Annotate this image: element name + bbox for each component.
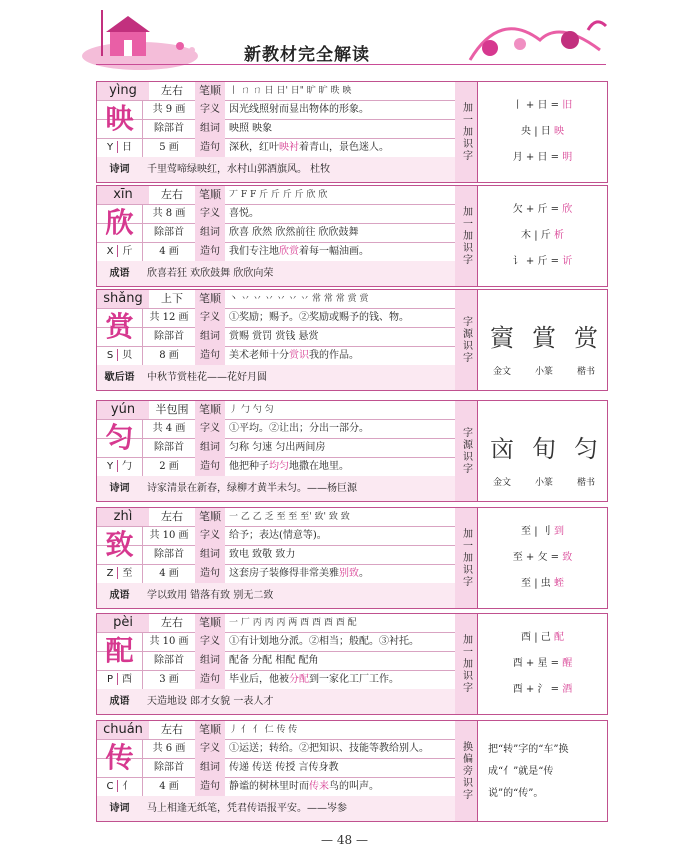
example-sentence: 深秋，红叶映衬着青山，景色迷人。 [229,142,389,153]
words: 配备 分配 相配 配角 [229,655,319,666]
component-equation: 至 + 攵 = 致 [512,552,573,563]
result-char: 致 [562,552,573,563]
footer-label: 成语 [109,268,130,279]
words-row [97,651,455,671]
footer-row [97,583,455,608]
radical-label: 除部首 [154,123,184,134]
sentence-label: 造句 [195,457,225,476]
meaning-row [97,419,455,439]
words-label: 组词 [195,119,225,138]
radical-label: 除部首 [154,762,184,773]
char-card [96,400,608,502]
side-panel [478,721,607,821]
example-sentence: 他把种子均匀地撒在地里。 [229,461,349,472]
highlighted-word: 别致 [339,568,359,579]
sentence-row [97,777,455,797]
stroke-order: 丿 勹 勺 匀 [229,405,274,415]
char-info-table [97,401,456,501]
side-method-label: 字源识字 [455,290,478,390]
script-style-label: 金文 [492,367,511,377]
pinyin: xīn [97,186,149,204]
footer-label: 成语 [109,696,130,707]
char-info-table [97,290,456,390]
header-decoration-right [450,0,610,70]
stroke-count: 共 12 画 [149,312,189,323]
structure: 左右 [161,616,183,629]
side-panel [478,508,607,608]
words: 欣喜 欣然 欣然前往 欣欣鼓舞 [229,227,359,238]
example-sentence: 美术老师十分赏识我的作品。 [229,350,359,361]
radical-index: Y 勹 [106,461,133,472]
side-method-label: 字源识字 [455,401,478,501]
stroke-order: 丨 ㄇ ㄇ 日 日' 日" 旷 旷 昳 映 [229,86,352,96]
script-evolution-char: 㐫 [490,435,514,463]
stroke-order: 丆 F F 斤 斤 斤 斤 欣 欣 [229,190,328,200]
footer-text: 马上相逢无纸笔，凭君传语报平安。——岑参 [147,803,347,814]
sentence-label: 造句 [195,670,225,689]
radical-label: 除部首 [154,549,184,560]
meaning-label: 字义 [195,100,225,119]
stroke-order: 丿 亻 亻 仁 传 传 [229,725,298,735]
script-style-label: 小篆 [534,478,553,488]
structure: 左右 [161,84,183,97]
stroke-order: 一 厂 丙 丙 丙 两 酉 酉 酉 酉 配 [229,618,357,628]
stroke-count: 共 4 画 [152,423,186,434]
words-row [97,119,455,139]
highlighted-word: 赏识 [289,350,309,361]
remaining-strokes: 2 画 [159,461,179,472]
sentence-row [97,670,455,690]
component-equation: 至 | 刂 到 [521,526,564,537]
script-style-label: 小篆 [534,367,553,377]
result-char: 蛭 [553,578,564,589]
pinyin: yìng [97,82,149,100]
structure: 上下 [161,292,183,305]
stroke-order-label: 笔顺 [195,614,225,632]
result-char: 配 [553,632,564,643]
meaning-row [97,739,455,759]
result-char: 映 [553,126,564,137]
result-char: 旧 [562,100,573,111]
words: 映照 映象 [229,123,273,134]
header-rule [96,64,606,65]
meaning-row [97,308,455,328]
component-equation: 讠 + 斤 = 䜣 [512,256,573,267]
meaning-row [97,100,455,120]
result-char: 到 [553,526,564,537]
meaning-label: 字义 [195,526,225,545]
result-char: 析 [553,230,564,241]
char-card [96,289,608,391]
words-label: 组词 [195,545,225,564]
meaning-label: 字义 [195,419,225,438]
stroke-count: 共 8 画 [152,208,186,219]
main-character: 匀 [105,421,134,454]
footer-text: 天造地设 郎才女貌 一表人才 [147,696,274,707]
words-row [97,327,455,347]
script-style-label: 楷书 [576,478,595,488]
words-label: 组词 [195,438,225,457]
pinyin: yún [97,401,149,419]
side-panel [478,614,607,714]
stroke-count: 共 10 画 [149,636,189,647]
sentence-label: 造句 [195,777,225,796]
structure: 左右 [161,723,183,736]
remaining-strokes: 3 画 [159,674,179,685]
footer-text: 中秋节赏桂花——花好月圆 [147,372,267,383]
main-character: 配 [105,634,134,667]
stroke-order-label: 笔顺 [195,401,225,419]
stroke-order-label: 笔顺 [195,721,225,739]
component-equation: 月 + 日 = 明 [512,152,573,163]
component-equation: 酉 + 氵 = 酒 [512,684,573,695]
component-equation: 酉 | 己 配 [521,632,564,643]
component-equation: 丨 + 日 = 旧 [512,100,573,111]
meaning: ①有计划地分派。②相当；般配。③衬托。 [229,636,419,647]
words: 赏赐 赏罚 赏钱 悬赏 [229,331,319,342]
remaining-strokes: 4 画 [159,246,179,257]
main-character: 映 [105,102,134,135]
example-sentence: 我们专注地欣赏着每一幅油画。 [229,246,369,257]
script-style-label: 金文 [492,478,511,488]
sentence-label: 造句 [195,242,225,261]
char-info-table [97,721,456,821]
stroke-order-label: 笔顺 [195,508,225,526]
example-sentence: 毕业后，他被分配到一家化工厂工作。 [229,674,399,685]
example-sentence: 这套房子装修得非常美雅别致。 [229,568,369,579]
sentence-label: 造句 [195,138,225,157]
char-info-table [97,186,456,286]
char-card [96,507,608,609]
radical-label: 除部首 [154,227,184,238]
script-evolution-char: 赏 [574,324,598,352]
radical-label: 除部首 [154,331,184,342]
script-evolution-char: 賞 [532,324,556,352]
meaning: 喜悦。 [229,208,259,219]
component-equation: 至 | 虫 蛭 [521,578,564,589]
stroke-row [97,82,455,101]
footer-text: 千里莺啼绿映红，水村山郭酒旗风。 杜牧 [147,164,331,175]
radical-label: 除部首 [154,442,184,453]
sentence-row [97,457,455,477]
structure: 半包围 [155,403,189,416]
remaining-strokes: 5 画 [159,142,179,153]
main-character: 致 [105,528,134,561]
highlighted-word: 分配 [289,674,309,685]
stroke-order-label: 笔顺 [195,290,225,308]
highlighted-word: 均匀 [269,461,289,472]
words-row [97,223,455,243]
side-method-label: 加一加识字 [455,82,478,182]
page-number: — 48 — [321,833,368,847]
side-panel [478,186,607,286]
footer-text: 欣喜若狂 欢欣鼓舞 欣欣向荣 [147,268,274,279]
meaning: 因光线照射而显出物体的形象。 [229,104,369,115]
result-char: 明 [562,152,573,163]
sentence-label: 造句 [195,564,225,583]
structure: 左右 [161,188,183,201]
script-evolution-char: 旬 [532,435,556,463]
side-method-label: 加一加识字 [455,508,478,608]
footer-row [97,365,455,390]
highlighted-word: 传来 [309,781,329,792]
radical-index: P 酉 [106,674,133,685]
result-char: 䜣 [562,256,573,267]
component-equation: 央 | 日 映 [521,126,564,137]
stroke-order-label: 笔顺 [195,186,225,204]
words-row [97,545,455,565]
footer-row [97,689,455,714]
side-method-label: 加一加识字 [455,186,478,286]
side-method-label: 加一加识字 [455,614,478,714]
result-char: 酒 [562,684,573,695]
pinyin: zhì [97,508,149,526]
footer-label: 诗词 [109,483,130,494]
meaning-row [97,204,455,224]
pinyin: pèi [97,614,149,632]
page-title: 新教材完全解读 [244,45,370,65]
char-info-table [97,614,456,714]
meaning-label: 字义 [195,204,225,223]
footer-label: 歇后语 [104,372,135,383]
radical-swap-note: 把“转”字的“车”换成“亻”就是“传说”的“传”。 [488,744,569,799]
stroke-order: 一 乙 乙 乏 至 至 至' 致' 致 致 [229,512,350,522]
char-card [96,613,608,715]
component-equation: 酉 + 星 = 醒 [512,658,573,669]
meaning-row [97,526,455,546]
footer-text: 学以致用 错落有致 别无二致 [147,590,274,601]
script-evolution-char: 匀 [574,435,598,463]
page-header [0,0,689,80]
char-card [96,720,608,822]
main-character: 赏 [105,310,134,343]
component-equation: 欠 + 斤 = 欣 [512,204,573,215]
meaning: ①运送；转给。②把知识、技能等教给别人。 [229,743,429,754]
meaning: 给予；表达(情意等)。 [229,530,327,541]
example-sentence: 静谧的树林里时而传来鸟的叫声。 [229,781,379,792]
footer-label: 诗词 [109,164,130,175]
remaining-strokes: 8 画 [159,350,179,361]
stroke-row [97,721,455,740]
stroke-row [97,186,455,205]
words: 致电 致敬 致力 [229,549,296,560]
component-equation: 木 | 斤 析 [521,230,564,241]
result-char: 欣 [562,204,573,215]
words: 传递 传送 传授 言传身教 [229,762,339,773]
stroke-order: 丶 丷 丷 丷 丷 丷 丷 常 常 常 赏 赏 [229,294,369,304]
script-evolution-char: 賨 [490,324,514,352]
words: 匀称 匀速 匀出两间房 [229,442,326,453]
radical-index: C 亻 [106,781,133,792]
structure: 左右 [161,510,183,523]
radical-label: 除部首 [154,655,184,666]
meaning-label: 字义 [195,308,225,327]
stroke-order-label: 笔顺 [195,82,225,100]
words-row [97,758,455,778]
result-char: 醒 [562,658,573,669]
side-panel [478,401,607,501]
footer-text: 诗家清景在新春，绿柳才黄半未匀。——杨巨源 [147,483,357,494]
sentence-row [97,564,455,584]
side-panel [478,82,607,182]
stroke-count: 共 10 画 [149,530,189,541]
char-info-table [97,82,456,182]
char-info-table [97,508,456,608]
stroke-row [97,290,455,309]
footer-label: 诗词 [109,803,130,814]
footer-row [97,157,455,182]
meaning-label: 字义 [195,739,225,758]
stroke-row [97,508,455,527]
sentence-row [97,346,455,366]
footer-row [97,476,455,501]
words-label: 组词 [195,651,225,670]
footer-label: 成语 [109,590,130,601]
main-character: 欣 [105,206,134,239]
footer-row [97,261,455,286]
words-label: 组词 [195,223,225,242]
radical-index: X 斤 [106,246,133,257]
pinyin: shǎng [97,290,149,308]
words-label: 组词 [195,327,225,346]
radical-index: Y 日 [106,142,133,153]
stroke-row [97,401,455,420]
side-method-label: 换偏旁识字 [455,721,478,821]
highlighted-word: 欣赏 [279,246,299,257]
meaning: ①奖励；赐予。②奖励或赐予的钱、物。 [229,312,409,323]
words-row [97,438,455,458]
sentence-row [97,138,455,158]
meaning-label: 字义 [195,632,225,651]
sentence-label: 造句 [195,346,225,365]
side-panel [478,290,607,390]
stroke-count: 共 6 画 [152,743,186,754]
radical-index: S 贝 [106,350,133,361]
stroke-row [97,614,455,633]
words-label: 组词 [195,758,225,777]
pinyin: chuán [97,721,149,739]
main-character: 传 [105,741,134,774]
meaning: ①平均。②让出；分出一部分。 [229,423,369,434]
radical-index: Z 至 [106,568,133,579]
script-style-label: 楷书 [576,367,595,377]
remaining-strokes: 4 画 [159,781,179,792]
stroke-count: 共 9 画 [152,104,186,115]
char-card [96,185,608,287]
highlighted-word: 映衬 [279,142,299,153]
remaining-strokes: 4 画 [159,568,179,579]
meaning-row [97,632,455,652]
footer-row [97,796,455,821]
sentence-row [97,242,455,262]
char-card [96,81,608,183]
